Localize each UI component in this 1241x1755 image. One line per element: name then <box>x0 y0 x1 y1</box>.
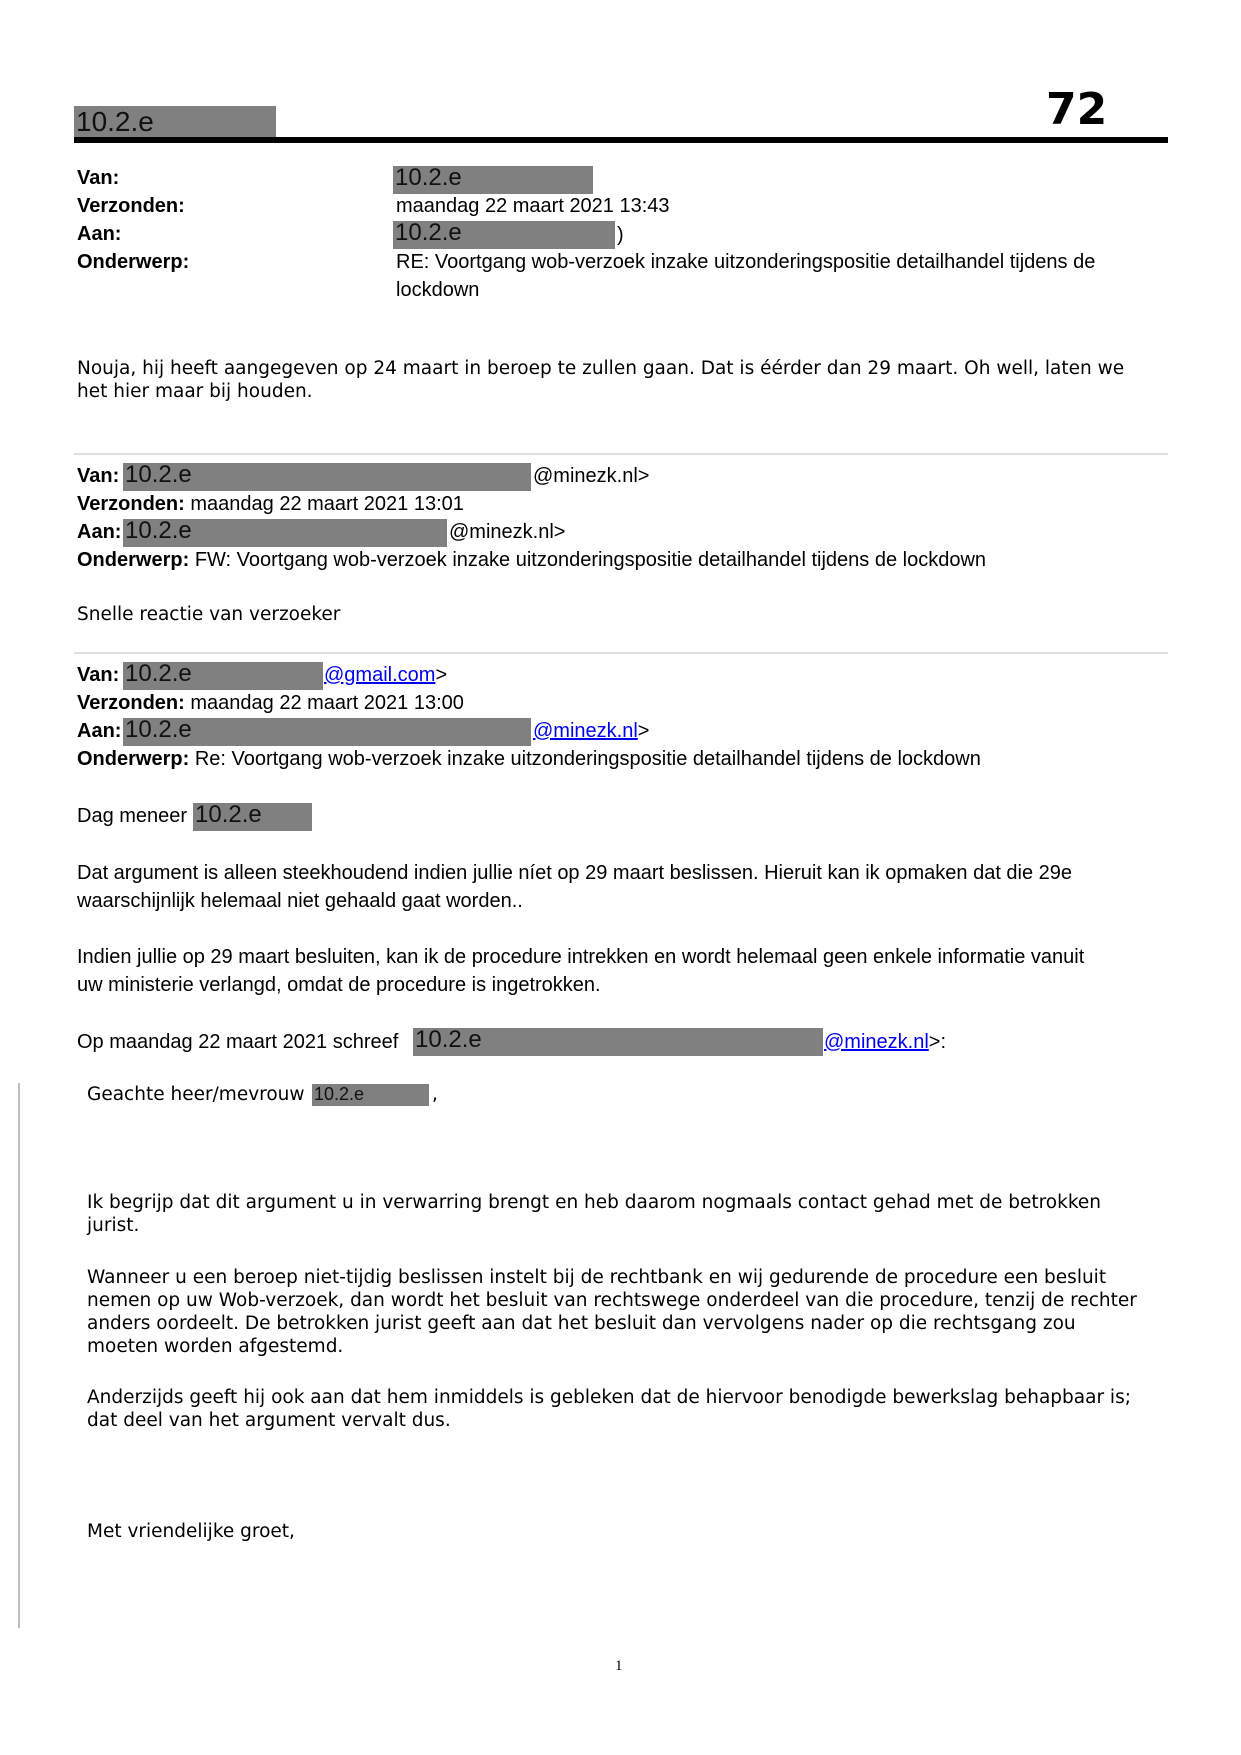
top-onderwerp-line2: lockdown <box>396 279 480 301</box>
re-quote-link[interactable]: @minezk.nl <box>824 1031 929 1053</box>
re-para1-line2: waarschijnlijk helemaal niet gehaald gaat worden.. <box>77 890 523 912</box>
re-van-email <box>324 664 447 687</box>
re-quote-redaction: 10.2.e <box>413 1028 823 1056</box>
fw-aan-label: Aan: <box>77 521 122 543</box>
re-aan-email <box>533 720 649 743</box>
re-greeting-redaction: 10.2.e <box>193 803 312 831</box>
page-number: 1 <box>615 1658 623 1674</box>
top-van-label: Van: <box>77 167 120 189</box>
re-para2-line1: Indien jullie op 29 maart besluiten, kan ik de procedure intrekken en wordt helemaal geen enkele informatie vanuit <box>77 946 1085 968</box>
re-van-redaction: 10.2.e <box>123 662 323 690</box>
fw-body: Snelle reactie van verzoeker <box>77 604 341 625</box>
header-redaction: 10.2.e <box>74 106 276 139</box>
quoted-greeting-redaction: 10.2.e <box>312 1084 429 1106</box>
fw-verzonden-label: Verzonden: <box>77 493 185 515</box>
re-van-label: Van: <box>77 664 120 686</box>
fw-van-redaction: 10.2.e <box>123 463 531 491</box>
re-aan-redaction: 10.2.e <box>123 718 531 746</box>
re-van-link[interactable]: @gmail.com <box>324 664 436 686</box>
top-van-redaction: 10.2.e <box>393 166 593 194</box>
re-quote-intro: Op maandag 22 maart 2021 schreef <box>77 1031 399 1053</box>
fw-onderwerp-label: Onderwerp: <box>77 549 190 571</box>
re-aan-row <box>77 720 121 743</box>
top-aan-suffix: ) <box>617 224 624 246</box>
re-para2-line2: uw ministerie verlangd, omdat de procedure is ingetrokken. <box>77 974 601 996</box>
re-aan-suffix: > <box>637 720 650 742</box>
re-van-row <box>77 664 119 687</box>
top-verzonden-value: maandag 22 maart 2021 13:43 <box>396 195 670 217</box>
re-para1-line1: Dat argument is alleen steekhoudend indien jullie níet op 29 maart beslissen. Hieruit kan ik opmaken dat die 29e <box>77 862 1073 884</box>
fw-onderwerp-value: FW: Voortgang wob-verzoek inzake uitzonderingspositie detailhandel tijdens de lockdown <box>194 549 987 571</box>
top-onderwerp-label: Onderwerp: <box>77 251 190 273</box>
separator-fw <box>74 453 1168 455</box>
quoted-p2-line1: Wanneer u een beroep niet-tijdig beslissen instelt bij de rechtbank en wij gedurende de procedure een besluit <box>87 1267 1107 1288</box>
re-van-suffix: > <box>435 664 448 686</box>
fw-aan-row <box>77 521 121 544</box>
top-aan-redaction: 10.2.e <box>393 221 615 249</box>
fw-aan-suffix: @minezk.nl> <box>449 521 566 543</box>
fw-verzonden-row <box>77 493 464 516</box>
quote-bar <box>18 1083 20 1628</box>
top-body-line1: Nouja, hij heeft aangegeven op 24 maart in beroep te zullen gaan. Dat is éérder dan 29 maart. Oh well, laten we <box>77 358 1125 379</box>
top-verzonden-label: Verzonden: <box>77 195 185 217</box>
top-onderwerp-line1: RE: Voortgang wob-verzoek inzake uitzonderingspositie detailhandel tijdens de <box>396 251 1096 273</box>
re-aan-link[interactable]: @minezk.nl <box>533 720 638 742</box>
separator-re <box>74 652 1168 654</box>
re-verzonden-value: maandag 22 maart 2021 13:00 <box>190 692 464 714</box>
re-quote-suffix: >: <box>928 1031 947 1053</box>
quoted-p1-line2: jurist. <box>87 1215 140 1236</box>
fw-van-label: Van: <box>77 465 120 487</box>
top-body-line2: het hier maar bij houden. <box>77 381 313 402</box>
re-quote-email <box>824 1031 946 1054</box>
quoted-greeting: Geachte heer/mevrouw <box>87 1084 305 1105</box>
quoted-closing: Met vriendelijke groet, <box>87 1521 295 1542</box>
re-verzonden-row <box>77 692 464 715</box>
header-rule <box>74 137 1168 143</box>
fw-aan-redaction: 10.2.e <box>123 519 447 547</box>
top-aan-label: Aan: <box>77 223 122 245</box>
quoted-p1-line1: Ik begrijp dat dit argument u in verwarring brengt en heb daarom nogmaals contact gehad met de betrokken <box>87 1192 1101 1213</box>
quoted-p2-line2: nemen op uw Wob-verzoek, dan wordt het besluit van rechtswege onderdeel van die procedure, tenzij de rechter <box>87 1290 1137 1311</box>
quoted-p2-line4: moeten worden afgestemd. <box>87 1336 344 1357</box>
re-onderwerp-label: Onderwerp: <box>77 748 190 770</box>
re-onderwerp-value: Re: Voortgang wob-verzoek inzake uitzonderingspositie detailhandel tijdens de lockdown <box>194 748 981 770</box>
re-onderwerp-row <box>77 748 981 771</box>
quoted-p3-line2: dat deel van het argument vervalt dus. <box>87 1410 451 1431</box>
quoted-p3-line1: Anderzijds geeft hij ook aan dat hem inmiddels is gebleken dat de hiervoor benodigde bewerkslag behapbaar is; <box>87 1387 1131 1408</box>
page-tag: 72 <box>1046 84 1108 135</box>
quoted-p2-line3: anders oordeelt. De betrokken jurist geeft aan dat het besluit dan vervolgens nader op die rechtsgang zou <box>87 1313 1076 1334</box>
re-verzonden-label: Verzonden: <box>77 692 185 714</box>
fw-verzonden-value: maandag 22 maart 2021 13:01 <box>190 493 464 515</box>
fw-van-suffix: @minezk.nl> <box>533 465 650 487</box>
re-greeting: Dag meneer <box>77 805 188 827</box>
re-aan-label: Aan: <box>77 720 122 742</box>
fw-onderwerp-row <box>77 549 986 572</box>
fw-van-row <box>77 465 119 488</box>
quoted-greeting-suffix: , <box>432 1084 438 1105</box>
